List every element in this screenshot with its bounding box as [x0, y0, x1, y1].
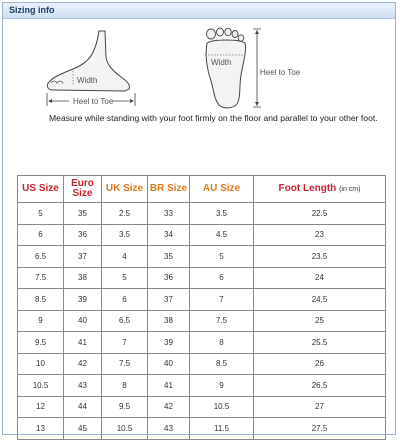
cell-foot: 27.5: [254, 418, 386, 440]
table-header-row: [18, 176, 386, 203]
cell-us: 9: [18, 310, 64, 332]
header-foot-length-unit: (in cm): [339, 185, 361, 193]
cell-foot: 23: [254, 224, 386, 246]
cell-au: 8: [190, 332, 254, 354]
header-br-size: BR Size: [148, 176, 190, 203]
cell-euro: 36: [64, 224, 102, 246]
cell-foot: 26: [254, 353, 386, 375]
table-row: [18, 203, 386, 225]
cell-au: 10.5: [190, 396, 254, 418]
header-euro-size: [64, 176, 102, 203]
cell-uk: 5: [102, 267, 148, 289]
cell-au: 4.5: [190, 224, 254, 246]
table-row: [18, 418, 386, 440]
size-conversion-table: [17, 175, 386, 440]
header-uk-size: UK Size: [102, 176, 148, 203]
cell-au: 3.5: [190, 203, 254, 225]
cell-br: 37: [148, 289, 190, 311]
cell-euro: 40: [64, 310, 102, 332]
foot-top-view-illustration: [199, 25, 309, 113]
table-row: [18, 289, 386, 311]
cell-uk: 9.5: [102, 396, 148, 418]
cell-euro: 38: [64, 267, 102, 289]
cell-foot: 22.5: [254, 203, 386, 225]
header-au-size: AU Size: [190, 176, 254, 203]
cell-br: 42: [148, 396, 190, 418]
cell-uk: 6.5: [102, 310, 148, 332]
size-table-body: [18, 203, 386, 440]
cell-br: 33: [148, 203, 190, 225]
top-width-label: Width: [211, 58, 232, 67]
header-euro-line2: Size: [72, 188, 93, 199]
cell-br: 36: [148, 267, 190, 289]
top-length-label: Heel to Toe: [260, 68, 301, 77]
cell-euro: 42: [64, 353, 102, 375]
cell-euro: 35: [64, 203, 102, 225]
cell-br: 43: [148, 418, 190, 440]
cell-br: 41: [148, 375, 190, 397]
cell-euro: 44: [64, 396, 102, 418]
cell-foot: 25: [254, 310, 386, 332]
cell-uk: 4: [102, 246, 148, 268]
cell-foot: 23.5: [254, 246, 386, 268]
cell-euro: 45: [64, 418, 102, 440]
header-foot-length: [254, 176, 386, 203]
table-row: [18, 396, 386, 418]
cell-us: 6: [18, 224, 64, 246]
cell-au: 11.5: [190, 418, 254, 440]
foot-side-view-illustration: [43, 27, 153, 112]
cell-us: 10: [18, 353, 64, 375]
cell-us: 6.5: [18, 246, 64, 268]
cell-euro: 39: [64, 289, 102, 311]
table-row: [18, 267, 386, 289]
header-us-size: US Size: [18, 176, 64, 203]
cell-uk: 2.5: [102, 203, 148, 225]
cell-us: 9.5: [18, 332, 64, 354]
cell-euro: 37: [64, 246, 102, 268]
panel-title: Sizing info: [9, 5, 55, 15]
cell-us: 13: [18, 418, 64, 440]
cell-uk: 7: [102, 332, 148, 354]
cell-euro: 41: [64, 332, 102, 354]
cell-br: 34: [148, 224, 190, 246]
table-row: [18, 332, 386, 354]
cell-us: 10.5: [18, 375, 64, 397]
cell-uk: 8: [102, 375, 148, 397]
cell-foot: 25.5: [254, 332, 386, 354]
table-row: [18, 246, 386, 268]
cell-us: 7.5: [18, 267, 64, 289]
cell-au: 9: [190, 375, 254, 397]
cell-uk: 10.5: [102, 418, 148, 440]
cell-foot: 24: [254, 267, 386, 289]
cell-euro: 43: [64, 375, 102, 397]
cell-foot: 27: [254, 396, 386, 418]
cell-au: 7.5: [190, 310, 254, 332]
cell-au: 7: [190, 289, 254, 311]
side-length-label: Heel to Toe: [73, 97, 114, 106]
sizing-info-panel: [2, 2, 396, 435]
measurement-instructions: Measure while standing with your foot firmly on the floor and parallel to your other foot.: [49, 113, 378, 123]
cell-foot: 24.5: [254, 289, 386, 311]
cell-us: 5: [18, 203, 64, 225]
cell-au: 5: [190, 246, 254, 268]
cell-uk: 3.5: [102, 224, 148, 246]
header-euro-line1: Euro: [71, 178, 94, 189]
cell-br: 38: [148, 310, 190, 332]
table-row: [18, 375, 386, 397]
cell-br: 39: [148, 332, 190, 354]
cell-us: 8.5: [18, 289, 64, 311]
table-row: [18, 224, 386, 246]
cell-uk: 7.5: [102, 353, 148, 375]
cell-br: 35: [148, 246, 190, 268]
table-row: [18, 353, 386, 375]
panel-header: [3, 3, 395, 19]
table-row: [18, 310, 386, 332]
side-width-label: Width: [77, 76, 98, 85]
cell-au: 8.5: [190, 353, 254, 375]
cell-foot: 26.5: [254, 375, 386, 397]
cell-br: 40: [148, 353, 190, 375]
cell-us: 12: [18, 396, 64, 418]
header-foot-length-label: Foot Length: [278, 182, 337, 194]
cell-au: 6: [190, 267, 254, 289]
cell-uk: 6: [102, 289, 148, 311]
